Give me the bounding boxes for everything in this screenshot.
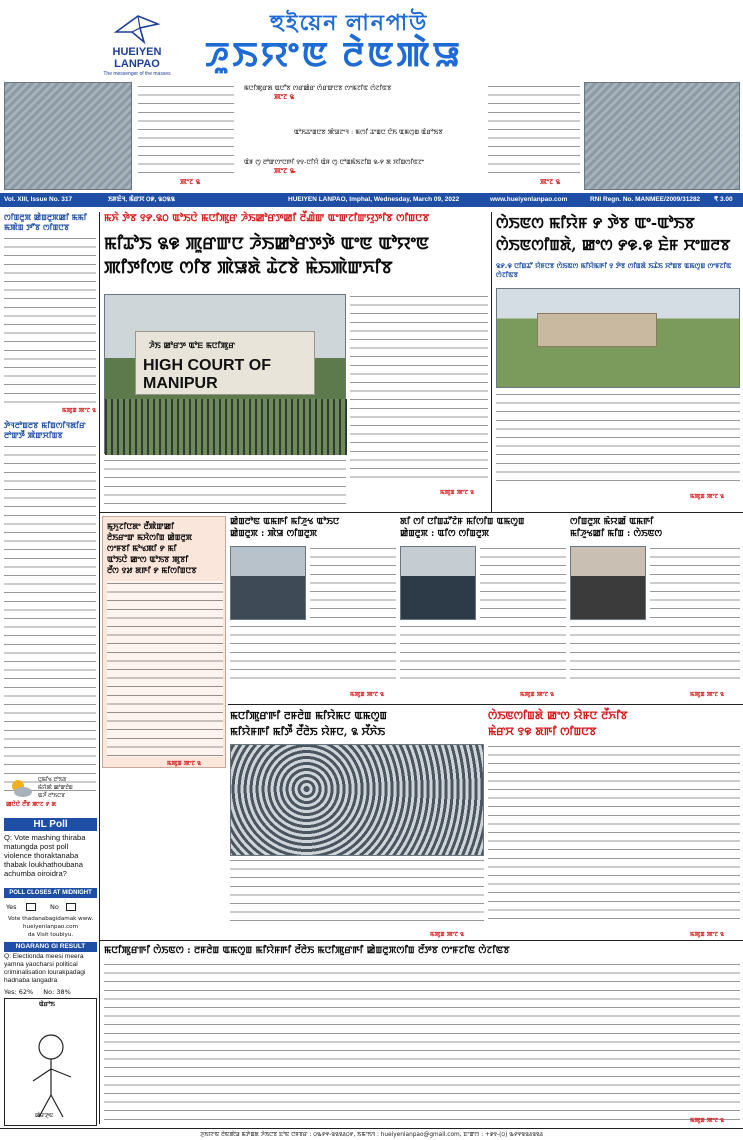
left-text-1: [4, 236, 96, 406]
bottom-text: [104, 962, 740, 1122]
lead-text-right: [350, 294, 488, 484]
lead-text-bottom: [104, 458, 346, 510]
poll-question: Q: Vote mashing thiraba matungda post poll violence thoraktanaba thabak loukhathoubana achumba oiroidra?: [4, 833, 86, 878]
ear-right-ref: ꯄꯦꯖ ꯲: [540, 178, 561, 186]
mid-box-line-3: ꯁꯦꯝꯕꯤ ꯃꯣꯠꯄꯤ ꯸ ꯃꯤ: [107, 543, 177, 553]
poll-result-no: No: 38%: [43, 988, 71, 996]
profile-2-head-1: ꯗꯤ ꯁꯤ ꯅꯤꯡꯊꯧꯖꯥꯝ ꯃꯤꯁꯤꯡ ꯑꯃꯁꯨꯡ: [400, 517, 525, 527]
vaccination-photo: [496, 288, 740, 388]
profile-3-head-2: ꯃꯤꯍꯨꯠꯀꯤ ꯃꯤꯡ : ꯁꯥꯏꯟꯁ: [570, 529, 663, 539]
right-lead-continued: ꯃꯄꯨꯡ ꯄꯦꯖ ꯲: [690, 493, 725, 500]
poll-result-title: NGARANG GI RESULT: [4, 942, 97, 952]
profile-3-continued: ꯃꯄꯨꯡ ꯄꯦꯖ ꯲: [690, 691, 725, 698]
logo-tagline: The messenger of the masses: [103, 71, 171, 77]
ear-item-3-ref: ꯄꯦꯖ ꯳: [274, 167, 296, 175]
left-head-2: ꯃꯄꯥꯡ ꯇꯧꯕ ꯁꯤꯡꯅꯕ: [4, 222, 70, 232]
weather-panel: [4, 774, 97, 810]
profile-2-head-2: ꯀꯥꯡꯂꯨꯞ : ꯑꯤꯁ ꯁꯤꯡꯂꯨꯞ: [400, 529, 490, 539]
poll-visit-3: da Visit toubiyu.: [27, 932, 74, 938]
ear-item-2-text: ꯑꯣꯏꯊꯦꯡꯅꯕ ꯄꯥꯎꯖꯦꯜ : ꯃꯁꯤ ꯊꯦꯡꯅ ꯅꯥꯏ ꯑꯃꯁꯨꯡ ꯑꯥꯔꯣꯏꯕ: [294, 128, 443, 136]
left-column: [4, 212, 96, 797]
poll-yes-label: Yes: [6, 903, 17, 911]
profile-3-head-1: ꯁꯤꯡꯂꯨꯞ ꯃꯥꯌꯀꯩ ꯑꯃꯒꯤ: [570, 517, 654, 527]
profile-2-text-a: [480, 546, 566, 620]
mid-box-line-5: ꯂꯩꯁ ꯱꯷ ꯗꯒꯤ ꯸ ꯃꯤꯁꯤꯡꯅꯕ: [107, 565, 197, 575]
footer: ꯍꯨꯏꯌꯦꯟ ꯂꯥꯟꯄꯥꯎ ꯃꯇꯥꯡꯗ ꯍꯥꯏꯅꯕ ꯐꯣꯟ ꯅꯝꯕꯔ : ꯰꯳꯸꯵-꯲꯲꯲꯴꯰꯸, ꯏꯃꯦꯏꯜ : hueiyenlanpao@gmail.com, ꯐꯦꯛꯁ : +꯹꯱-(꯰) ꯳꯸꯵꯲꯲꯴꯲꯲꯴: [0, 1128, 743, 1140]
poll-result-values: [4, 988, 97, 996]
right-story-headline: [488, 708, 740, 740]
mid-box-headline: [107, 521, 223, 576]
poll-no-checkbox[interactable]: [66, 903, 76, 911]
weather-line-1: ꯅꯨꯃꯤꯠ ꯂꯣꯏꯕ: [38, 777, 67, 783]
poll-visit-2[interactable]: hueiyenlanpao.com: [23, 924, 78, 930]
ear-item-1-text: ꯃꯅꯤꯄꯨꯔꯗ ꯑꯅꯧꯕ ꯁꯔꯀꯥꯔ ꯁꯥꯔꯛꯅꯕ ꯁꯦꯃꯖꯤꯟ ꯁꯥꯖꯤꯟꯕ: [244, 84, 392, 92]
profile-1-continued: ꯃꯄꯨꯡ ꯄꯦꯖ ꯲: [350, 691, 385, 698]
school-building: [537, 313, 657, 347]
section-rule: [100, 512, 743, 513]
left-see-page: ꯀꯅꯥꯅꯥ ꯂꯩꯕ ꯄꯦꯖ ꯸ ꯗ: [6, 801, 57, 808]
logo: [92, 14, 182, 76]
crowd-photo: [230, 744, 484, 856]
mid-box-line-2: ꯂꯥꯏꯔꯦꯛ ꯃꯆꯥꯁꯤꯡ ꯀꯥꯡꯂꯨꯞ: [107, 532, 193, 542]
profile-2: [400, 516, 566, 686]
court-sign-local: ꯍꯥꯏ ꯀꯣꯔꯇ ꯑꯣꯐ ꯃꯅꯤꯄꯨꯔ: [149, 341, 235, 350]
high-court-photo: [104, 294, 346, 454]
column-rule: [491, 212, 492, 512]
profile-3-text-b: [570, 624, 740, 680]
ear-item-3: [244, 158, 480, 176]
profile-1-head-1: ꯀꯥꯡꯂꯣꯟ ꯑꯃꯒꯤ ꯃꯤꯍꯨꯠ ꯑꯣꯏꯅ: [230, 517, 340, 527]
left-text-2: [4, 444, 96, 794]
website: www.hueiyenlanpao.com: [490, 196, 568, 203]
right-lead-line-2: ꯁꯥꯏꯟꯁꯤꯡꯗꯥ, ꯀꯦꯁ ꯸꯶.꯶ ꯐꯥꯝ ꯆꯦꯡꯂꯕ: [496, 236, 731, 254]
price: ₹ 3.00: [714, 196, 733, 203]
edition-date: ꯏꯝꯐꯥꯜ, ꯃꯥꯔꯆ ꯰꯹, ꯲꯰꯲꯲: [108, 196, 175, 203]
ear-text-left: [138, 84, 234, 176]
mid-box-line-1: ꯃꯨꯈꯨꯖꯤꯅꯗꯦ ꯂꯩꯄꯥꯛꯀꯤ: [107, 521, 175, 531]
left-head-1: ꯁꯤꯡꯂꯨꯞ ꯀꯥꯡꯂꯨꯞꯀꯤ ꯃꯃꯤ: [4, 212, 87, 222]
court-fence: [105, 399, 347, 455]
poll-yes-checkbox[interactable]: [26, 903, 36, 911]
mid-box-text: [107, 581, 223, 757]
masthead-bengali-title: হুইয়েন লানপাউ: [270, 10, 429, 35]
crowd-headline: [230, 708, 484, 740]
rni-number: RNI Regn. No. MANMEE/2009/31282: [590, 196, 701, 203]
ear-photo-left: [4, 82, 132, 190]
ear-item-2: [244, 128, 480, 137]
volume-issue: Vol. XIII, Issue No. 317: [4, 196, 73, 203]
poll-visit: [4, 915, 97, 939]
mid-box-line-4: ꯑꯣꯏꯅꯥ ꯀꯦꯁ ꯑꯣꯏꯕ ꯄꯨꯕꯤ: [107, 554, 189, 564]
right-story-text: [488, 744, 740, 926]
profile-3: [570, 516, 740, 686]
profile-3-text-a: [650, 546, 740, 620]
cartoon-box: [4, 998, 97, 1126]
crowd-continued: ꯃꯄꯨꯡ ꯄꯦꯖ ꯲: [430, 931, 465, 938]
lead-headline: [104, 232, 488, 280]
profile-1-text-b: [230, 624, 396, 680]
masthead-meitei-title: ꯍꯨꯏꯌꯦꯟ ꯂꯥꯟꯄꯥꯎ: [205, 37, 464, 74]
logo-name-line-2: LANPAO: [114, 58, 160, 70]
column-rule: [99, 212, 100, 1124]
right-story-line-1: ꯁꯥꯏꯟꯁꯤꯡꯗꯥ ꯀꯦꯁ ꯌꯥꯝꯅ ꯂꯩꯈꯤꯕ: [488, 709, 628, 722]
poll-result-question: Q: Electionda meesi meera yamna yaocharsi political criminalisation lourakpadagi hadnaba langadra: [4, 953, 86, 984]
logo-name-line-1: HUEIYEN: [112, 46, 162, 58]
date-bar: [0, 193, 743, 207]
left-continued-1: ꯃꯄꯨꯡ ꯄꯦꯖ ꯲: [61, 407, 96, 414]
right-lead-subhead: ꯲꯸.꯶ ꯅꯤꯡꯊꯧ ꯌꯥꯝꯅꯕ ꯁꯥꯏꯟꯁ ꯃꯤꯌꯥꯃꯒꯤ ꯱ ꯇꯥꯕ ꯁꯤꯡꯗꯥ ꯏꯊꯥꯏ ꯆꯣꯡꯕ ꯑꯃꯁꯨꯡ ꯁꯦꯝꯖꯤꯟ ꯁꯥꯖꯤꯟꯕ: [496, 262, 732, 279]
poll-no-label: No: [50, 903, 59, 911]
right-lead-line-1: ꯁꯥꯏꯟꯁ ꯃꯤꯌꯥꯝ ꯸ ꯇꯥꯕ ꯑꯦ-ꯑꯣꯏꯕ: [496, 214, 695, 232]
section-rule: [100, 940, 743, 941]
court-sign: HIGH COURT OF MANIPUR: [143, 357, 271, 392]
crowd-text: [230, 858, 484, 926]
ear-left-ref: ꯄꯦꯖ ꯲: [180, 178, 201, 186]
mid-box-continued: ꯃꯄꯨꯡ ꯄꯦꯖ ꯲: [167, 760, 202, 767]
paper-name-date: HUEIYEN LANPAO, Imphal, Wednesday, March 09, 2022: [288, 196, 460, 203]
profile-1-head-2: ꯀꯥꯡꯂꯨꯞ : ꯄꯥꯎ ꯁꯤꯡꯂꯨꯞ: [230, 529, 318, 539]
bottom-headline: ꯃꯅꯤꯄꯨꯔꯒꯤ ꯁꯥꯏꯟꯁ : ꯂꯝꯂꯥꯡ ꯑꯃꯁꯨꯡ ꯃꯤꯌꯥꯝꯒꯤ ꯂꯩꯂꯥꯏ ꯃꯅꯤꯄꯨꯔꯒꯤ ꯀꯥꯡꯂꯨꯞꯁꯤꯡ ꯂꯩꯇꯕ ꯁꯦꯝꯖꯤꯟ ꯁꯥꯖꯤꯟꯕ: [104, 945, 510, 956]
right-story-continued: ꯃꯄꯨꯡ ꯄꯦꯖ ꯲: [690, 931, 725, 938]
bottom-continued: ꯃꯄꯨꯡ ꯄꯦꯖ ꯲: [690, 1117, 725, 1124]
poll-title: HL Poll: [4, 818, 97, 831]
paper-bird-logo-icon: [114, 14, 160, 44]
cartoon-label: ꯑꯥꯔꯣꯏ: [39, 1001, 55, 1008]
right-lead-headline: [496, 212, 740, 256]
left-head-3: ꯇꯥꯜꯂꯣꯡꯂꯕ ꯃꯤꯡꯁꯤꯜꯗꯤꯔ: [4, 420, 86, 430]
logo-name: [92, 46, 182, 70]
profile-2-text-b: [400, 624, 566, 680]
banner-kicker: ꯃꯈꯥ ꯇꯥꯕ ꯱꯸.꯲꯰ ꯑꯣꯏꯅꯥ ꯃꯅꯤꯄꯨꯔ ꯍꯥꯏꯀꯣꯔꯇꯀꯤ ꯂꯩꯉꯥꯛ ꯑꯦꯛꯖꯤꯛꯌꯨꯇꯤꯕ ꯁꯤꯡꯅꯕ: [104, 213, 430, 224]
ear-item-3-text: ꯑꯥꯝ ꯁꯨ ꯂꯣꯛꯁꯦꯅꯒꯤ ꯱꯱-ꯅꯤꯌꯥ ꯑꯥꯝ ꯁꯨ ꯅꯣꯡꯃꯥꯏꯖꯤꯡ ꯲-꯵ ꯗ ꯆꯤꯡꯁꯤꯟꯖꯦ: [244, 158, 424, 166]
ear-text-right: [488, 84, 580, 176]
ear-photo-right: [584, 82, 740, 190]
ear-strip: [0, 82, 743, 192]
profile-1: [230, 516, 396, 686]
weather-line-2: ꯃꯥꯌꯥꯄꯥ ꯀꯣꯛꯂꯥꯡ: [38, 785, 73, 791]
profile-1-text-a: [310, 546, 396, 620]
ear-item-1-ref: ꯄꯦꯖ ꯲: [274, 93, 295, 101]
poll-result-yes: Yes: 62%: [4, 988, 34, 996]
masthead: [0, 0, 743, 80]
poll-closes: POLL CLOSES AT MIDNIGHT: [4, 888, 97, 898]
profile-1-photo: [230, 546, 306, 620]
lead-continued: ꯃꯄꯨꯡ ꯄꯦꯖ ꯲: [440, 489, 475, 496]
right-lead-text: [496, 392, 740, 488]
weather-icon: [8, 776, 34, 802]
poll-visit-1: Vote thadanabagidamak www.: [7, 916, 94, 922]
right-story-line-2: ꯃꯥꯔꯆ ꯱꯶ ꯗꯒꯤ ꯁꯤꯡꯅꯕ: [488, 725, 597, 738]
poll-options: [4, 900, 97, 914]
lead-headline-line-2: ꯄꯤꯇꯤꯁꯟ ꯁꯤꯕ ꯄꯥꯎꯗꯥ ꯊꯥꯖꯕꯥ ꯃꯥꯢꯄꯥꯛꯈꯤꯕ: [104, 258, 393, 278]
ear-item-1: [244, 84, 480, 102]
lead-headline-line-1: ꯃꯤꯊꯣꯏ ꯲꯶ ꯄꯨꯔꯛꯅ ꯍꯥꯏꯀꯣꯔꯇꯇꯥ ꯑꯦꯟ ꯑꯣꯌꯦꯟ: [104, 234, 429, 254]
weather-line-3: ꯑꯍꯩ ꯂꯣꯏꯅꯕ: [38, 793, 65, 799]
crowd-headline-line-1: ꯃꯅꯤꯄꯨꯔꯒꯤ ꯂꯝꯂꯥꯡ ꯃꯤꯌꯥꯃꯅ ꯑꯃꯁꯨꯡ: [230, 710, 387, 722]
mid-box-story: [102, 516, 226, 768]
profile-3-photo: [570, 546, 646, 620]
profile-2-photo: [400, 546, 476, 620]
profile-2-continued: ꯃꯄꯨꯡ ꯄꯦꯖ ꯲: [520, 691, 555, 698]
left-head-4: ꯂꯣꯛꯇꯩ ꯄꯥꯛꯆꯤꯡꯕ: [4, 430, 63, 440]
cartoon-caption: ꯀꯥꯔꯇꯨꯟ: [35, 1113, 54, 1119]
cartoon-drawing-icon: [11, 1017, 91, 1121]
section-rule: [228, 704, 743, 705]
crowd-headline-line-2: ꯃꯤꯌꯥꯝꯒꯤ ꯃꯤꯇꯩ ꯂꯩꯂꯥꯏ ꯌꯥꯝꯅ, ꯲ ꯆꯩꯈꯥꯏ: [230, 726, 386, 738]
